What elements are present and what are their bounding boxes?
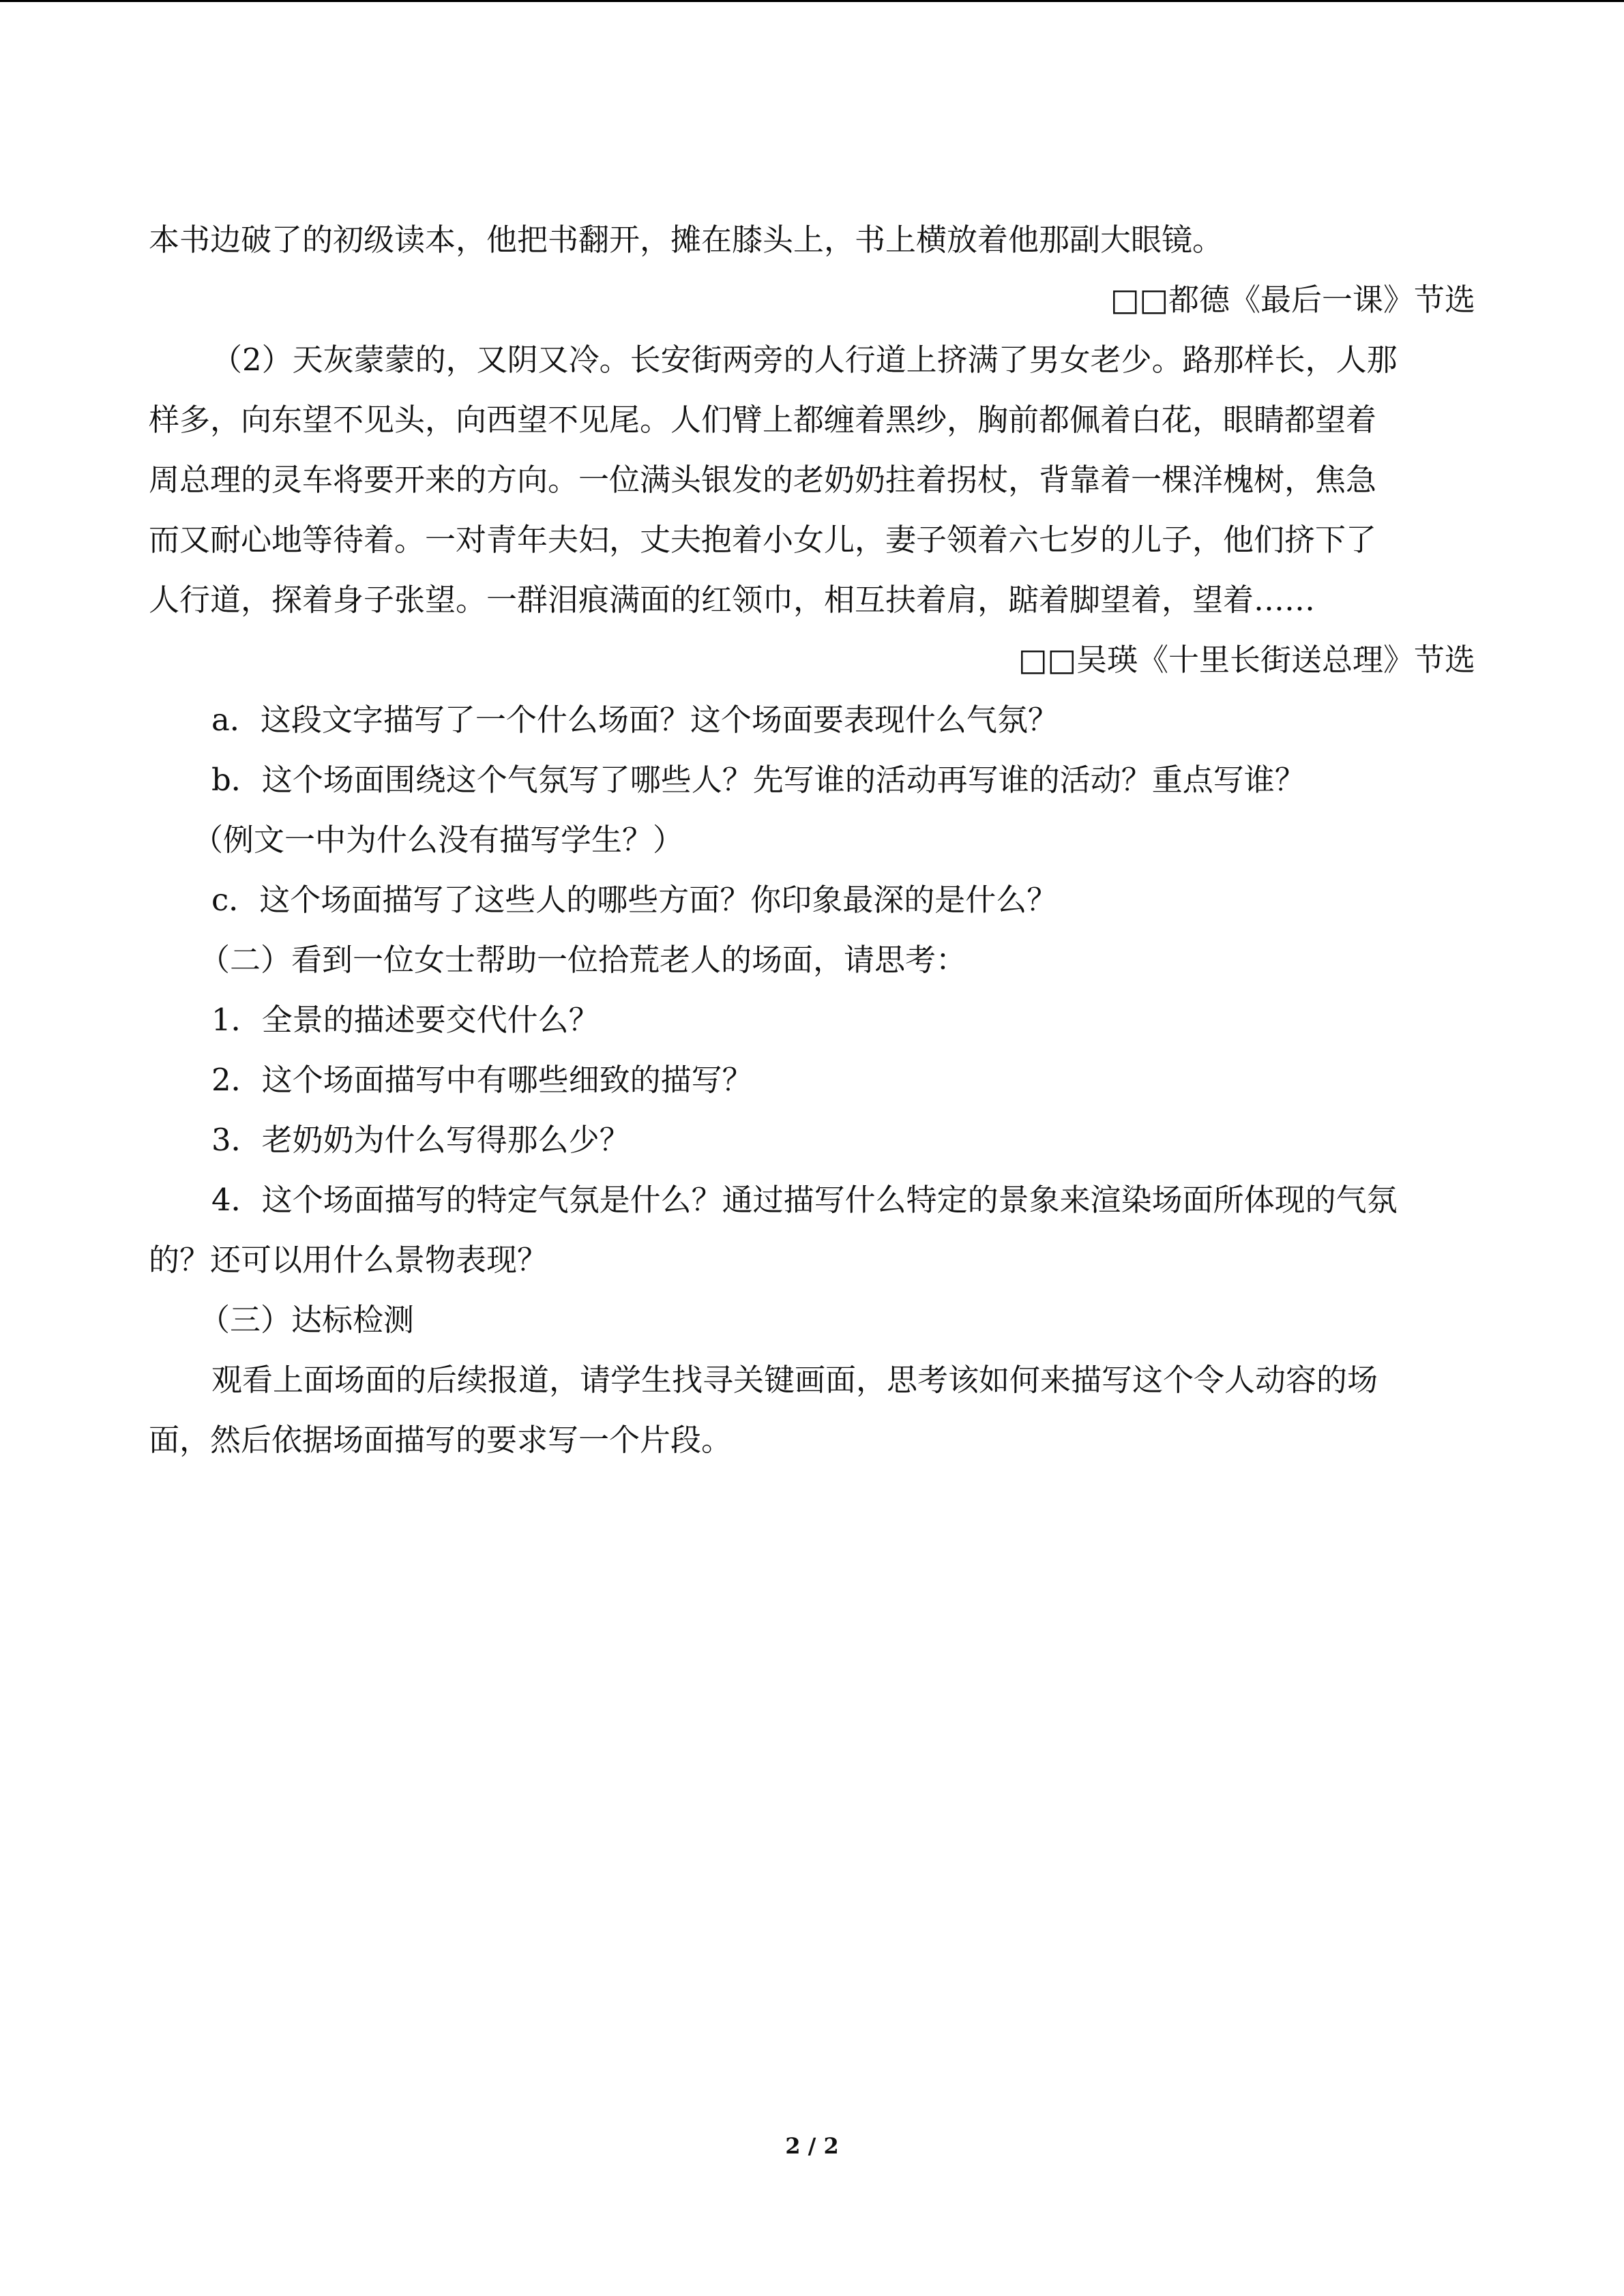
section-heading-two: （二）看到一位女士帮助一位拾荒老人的场面，请思考：: [199, 942, 967, 978]
paragraph-line-example-2: （2）天灰蒙蒙的，又阴又冷。长安街两旁的人行道上挤满了男女老少。路那样长，人那: [211, 342, 1398, 378]
paragraph-line: 人行道，探着身子张望。一群泪痕满面的红领巾，相互扶着肩，踮着脚望着，望着……: [149, 582, 1316, 618]
question-b: b．这个场面围绕这个气氛写了哪些人？先写谁的活动再写谁的活动？重点写谁？: [211, 762, 1305, 798]
source-citation-long-street: □□吴瑛《十里长街送总理》节选: [1018, 642, 1475, 678]
question-2: 2．这个场面描写中有哪些细致的描写？: [211, 1062, 753, 1098]
source-citation-last-lesson: □□都德《最后一课》节选: [1110, 282, 1475, 318]
task-paragraph-continuation: 面，然后依据场面描写的要求写一个片段。: [149, 1422, 733, 1458]
page-number: 2 / 2: [785, 2133, 839, 2159]
paragraph-line: 周总理的灵车将要开来的方向。一位满头银发的老奶奶拄着拐杖，背靠着一棵洋槐树，焦急: [149, 462, 1377, 498]
top-border-line: [0, 0, 1624, 2]
paragraph-line-continuation: 本书边破了的初级读本，他把书翻开，摊在膝头上，书上横放着他那副大眼镜。: [149, 222, 1224, 258]
question-c: c．这个场面描写了这些人的哪些方面？你印象最深的是什么？: [211, 882, 1058, 918]
question-1: 1．全景的描述要交代什么？: [211, 1002, 600, 1038]
question-4: 4．这个场面描写的特定气氛是什么？通过描写什么特定的景象来渲染场面所体现的气氛: [211, 1182, 1398, 1218]
question-a: a．这段文字描写了一个什么场面？这个场面要表现什么气氛？: [211, 702, 1059, 738]
document-body: [149, 210, 1475, 1470]
paragraph-line: 而又耐心地等待着。一对青年夫妇，丈夫抱着小女儿，妻子领着六七岁的儿子，他们挤下了: [149, 522, 1377, 558]
question-3: 3．老奶奶为什么写得那么少？: [211, 1122, 630, 1158]
paragraph-line: 样多，向东望不见头，向西望不见尾。人们臂上都缠着黑纱，胸前都佩着白花，眼睛都望着: [149, 402, 1377, 438]
section-heading-three: （三）达标检测: [199, 1302, 415, 1338]
question-4-continuation: 的？还可以用什么景物表现？: [149, 1242, 548, 1278]
task-paragraph: 观看上面场面的后续报道，请学生找寻关键画面，思考该如何来描写这个令人动容的场: [211, 1362, 1378, 1398]
question-b-note: （例文一中为什么没有描写学生？）: [192, 822, 684, 858]
